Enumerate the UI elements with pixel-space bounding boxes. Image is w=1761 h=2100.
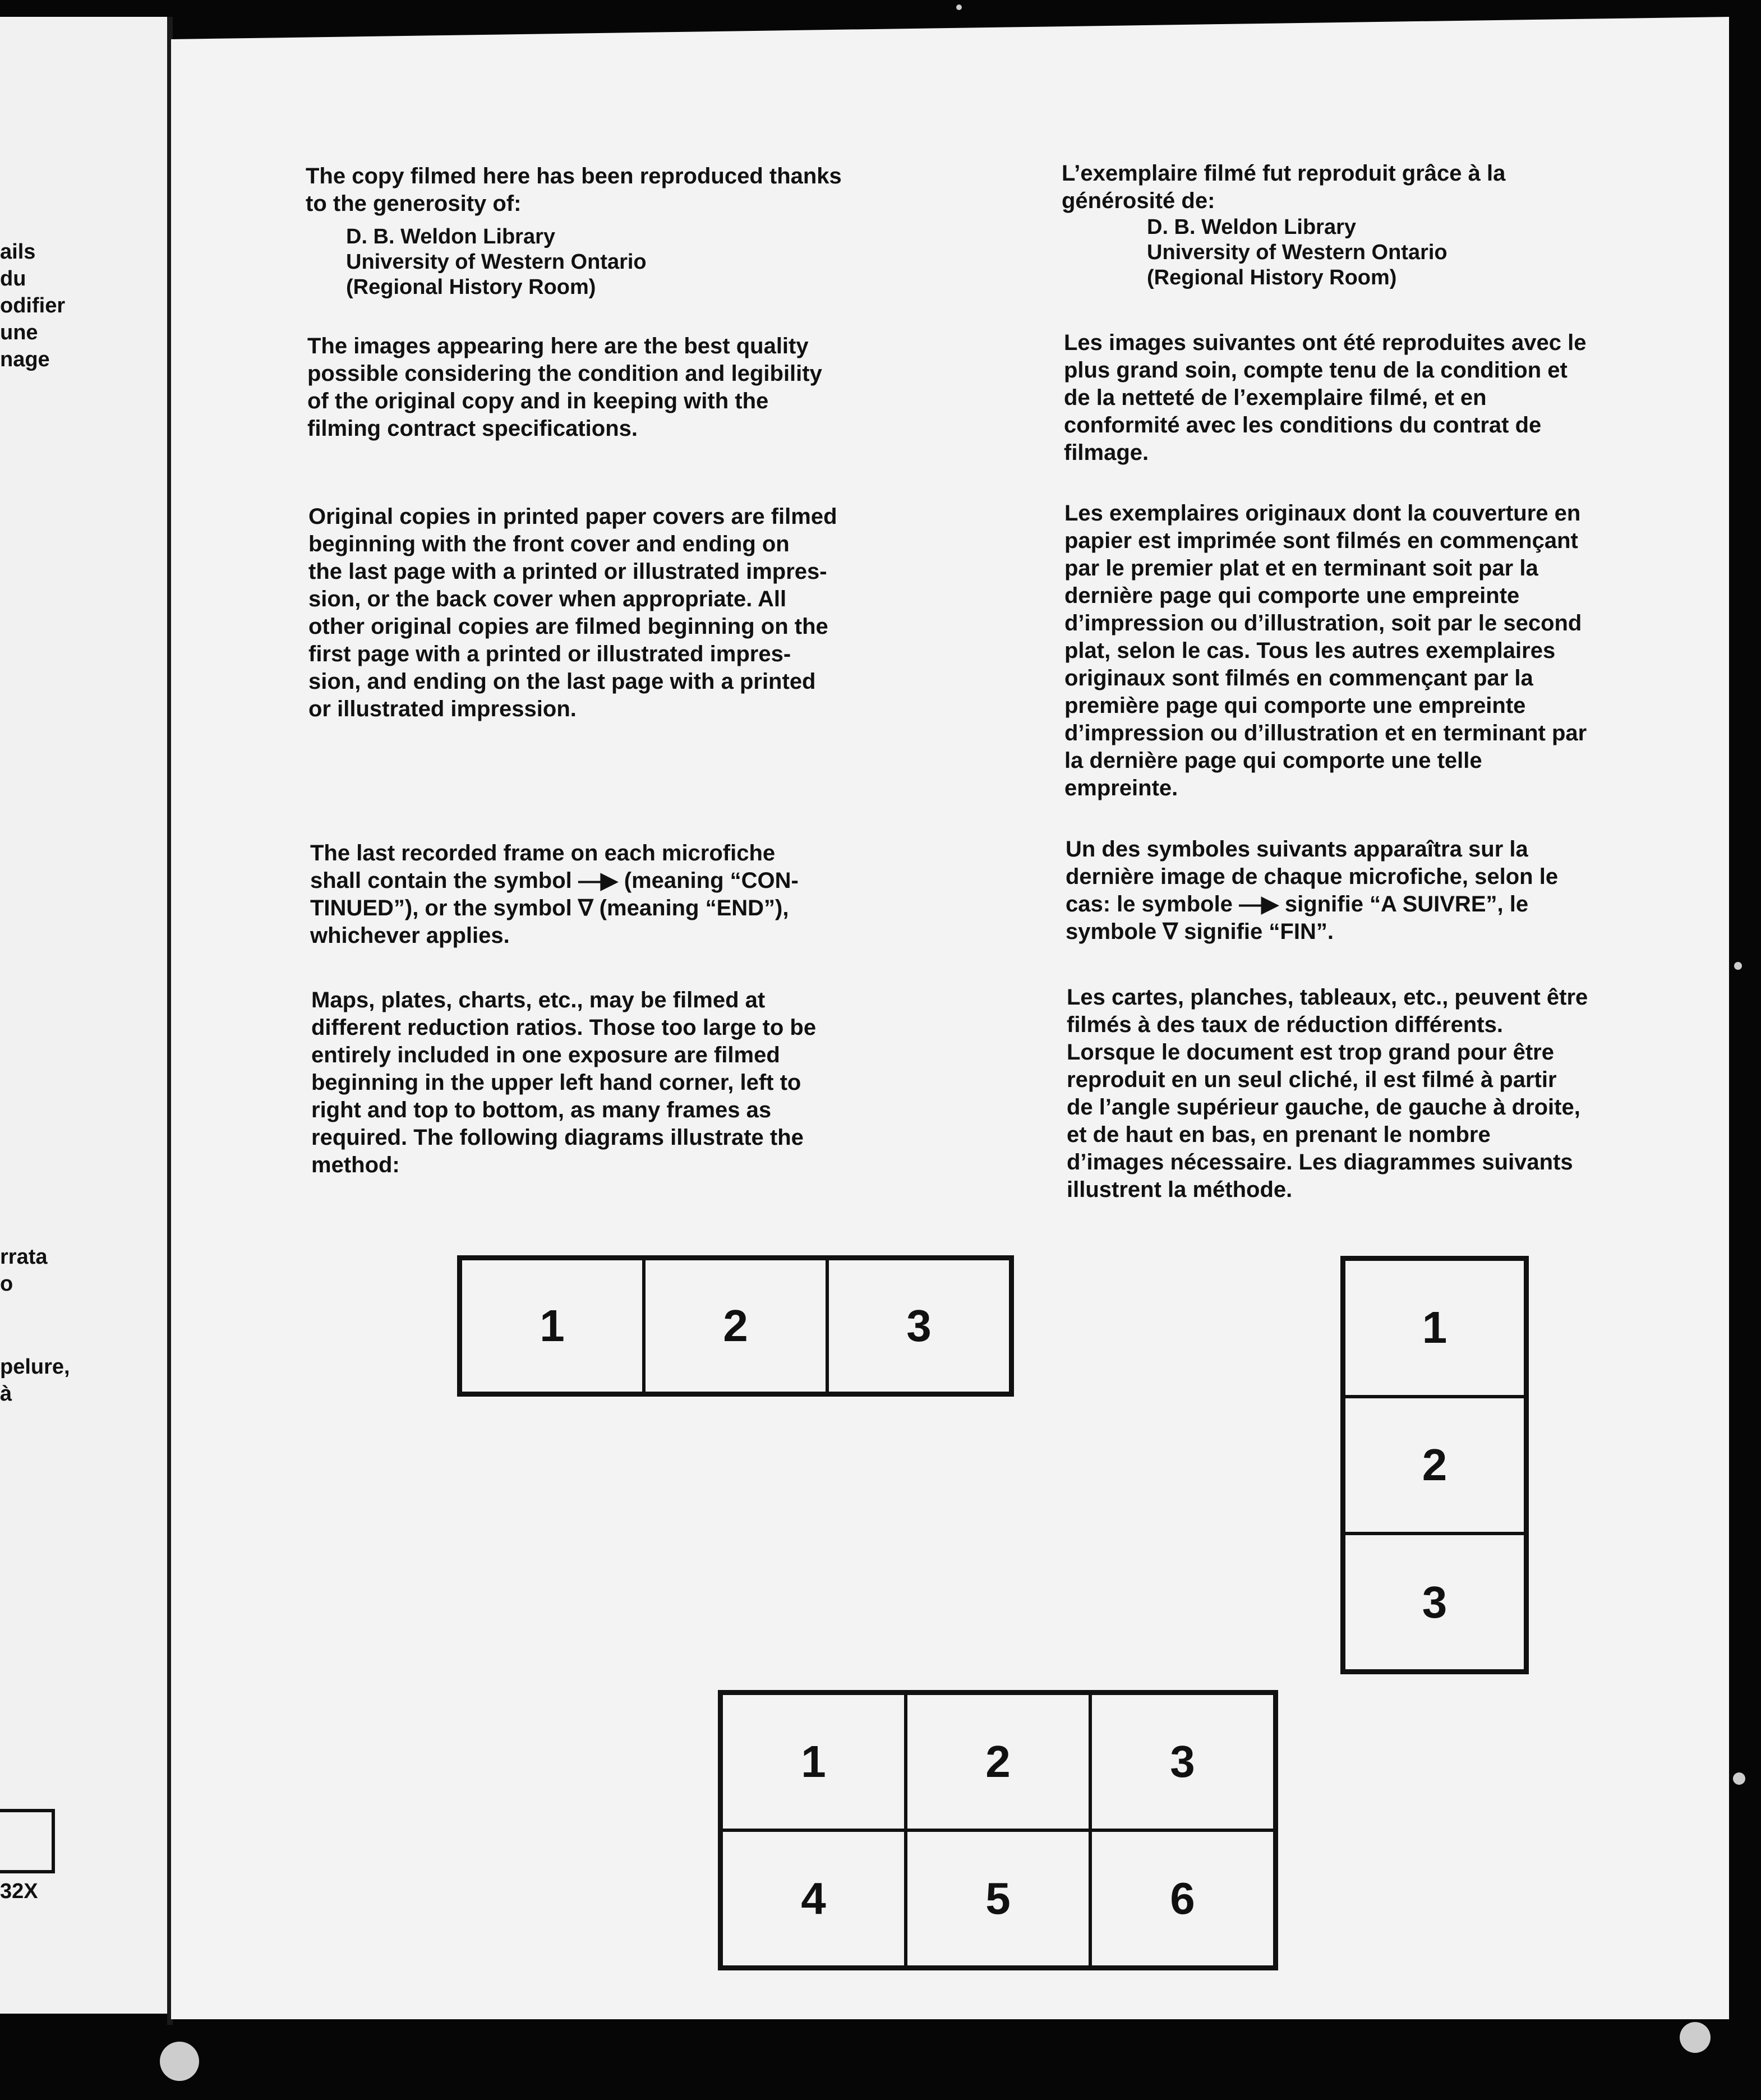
diagram-cell: 3 bbox=[1090, 1693, 1275, 1830]
diagram-cell: 2 bbox=[906, 1693, 1090, 1830]
left-fragment: 32X bbox=[0, 1880, 38, 1903]
film-speck bbox=[1680, 2022, 1711, 2053]
diagram-vertical-strip bbox=[1340, 1256, 1529, 1674]
diagram-cell: 6 bbox=[1090, 1830, 1275, 1967]
english-originals: Original copies in printed paper covers are filmed beginning with the front cover and ending on the last page with a printed or illustrated impres- sion, or the back cover when appropriate. All other original copies are filmed beginning on the first page with a printed or illustrated impres- sion, and ending on the last page with a printed or illustrated impression. bbox=[308, 504, 837, 721]
film-speck bbox=[956, 4, 962, 10]
french-symbols: Un des symboles suivants apparaîtra sur la dernière image de chaque microfiche, selon le cas: le symbole —▶ signifie “A SUIVRE”, le symbole ∇ signifie “FIN”. bbox=[1066, 837, 1559, 944]
left-fragment: pelure, bbox=[0, 1355, 70, 1379]
french-maps: Les cartes, planches, tableaux, etc., peuvent être filmés à des taux de réduction différents. Lorsque le document est trop grand pour être reproduit en un seul cliché, il est filmé à partir de l’angle supérieur gauche, de gauche à droite, et de haut en bas, en prenant le nombre d’images nécessaire. Les diagrammes suivants illustrent la méthode. bbox=[1067, 985, 1588, 1202]
left-fragment: rrata bbox=[0, 1245, 48, 1269]
left-fragment: du bbox=[0, 267, 26, 291]
diagram-cell: 3 bbox=[1344, 1533, 1525, 1671]
left-page-box bbox=[0, 1809, 55, 1873]
english-library: D. B. Weldon Library University of Western Ontario (Regional History Room) bbox=[346, 225, 647, 299]
diagram-cell: 3 bbox=[827, 1259, 1011, 1393]
english-symbols: The last recorded frame on each microfiche shall contain the symbol —▶ (meaning “CON- TINUED”), or the symbol ∇ (meaning “END”), whichever applies. bbox=[310, 841, 799, 948]
diagram-cell: 4 bbox=[721, 1830, 906, 1967]
english-quality: The images appearing here are the best quality possible considering the condition and legibility of the original copy and in keeping with the filming contract specifications. bbox=[307, 334, 822, 441]
left-fragment: à bbox=[0, 1382, 12, 1406]
diagram-cell: 1 bbox=[460, 1259, 644, 1393]
diagram-cell: 5 bbox=[906, 1830, 1090, 1967]
diagram-horizontal-strip bbox=[457, 1255, 1014, 1397]
diagram-cell: 2 bbox=[644, 1259, 827, 1393]
english-maps: Maps, plates, charts, etc., may be filmed at different reduction ratios. Those too large to be entirely included in one exposure are filmed beginning in the upper left hand corner, left to right and top to bottom, as many frames as required. The following diagrams illustrate the method: bbox=[311, 988, 817, 1177]
left-fragment: o bbox=[0, 1272, 13, 1296]
english-intro: The copy filmed here has been reproduced thanks to the generosity of: bbox=[306, 164, 842, 216]
french-library: D. B. Weldon Library University of Western Ontario (Regional History Room) bbox=[1147, 215, 1447, 289]
left-fragment: odifier bbox=[0, 294, 66, 317]
film-speck bbox=[160, 2042, 199, 2081]
diagram-cell: 2 bbox=[1344, 1397, 1525, 1534]
film-speck bbox=[1734, 962, 1742, 970]
left-fragment: ails bbox=[0, 240, 36, 264]
diagram-grid bbox=[718, 1690, 1278, 1970]
french-quality: Les images suivantes ont été reproduites avec le plus grand soin, compte tenu de la condition et de la netteté de l’exemplaire filmé, et en conformité avec les conditions du contrat de filmage. bbox=[1064, 330, 1587, 465]
diagram-cell: 1 bbox=[721, 1693, 906, 1830]
left-page-edge bbox=[0, 17, 168, 2014]
left-fragment: une bbox=[0, 321, 38, 344]
french-originals: Les exemplaires originaux dont la couverture en papier est imprimée sont filmés en commençant par le premier plat et en terminant soit par la dernière page qui comporte une empreinte d’impression ou d’illustration, soit par le second plat, selon le cas. Tous les autres exemplaires originaux sont filmés en commençant par la première page qui comporte une empreinte d’impression ou d’illustration et en terminant par la dernière page qui comporte une telle empreinte. bbox=[1064, 501, 1587, 800]
diagram-cell: 1 bbox=[1344, 1259, 1525, 1397]
film-speck bbox=[1733, 1772, 1745, 1785]
french-intro: L’exemplaire filmé fut reproduit grâce à la générosité de: bbox=[1062, 161, 1506, 213]
left-fragment: nage bbox=[0, 348, 50, 371]
